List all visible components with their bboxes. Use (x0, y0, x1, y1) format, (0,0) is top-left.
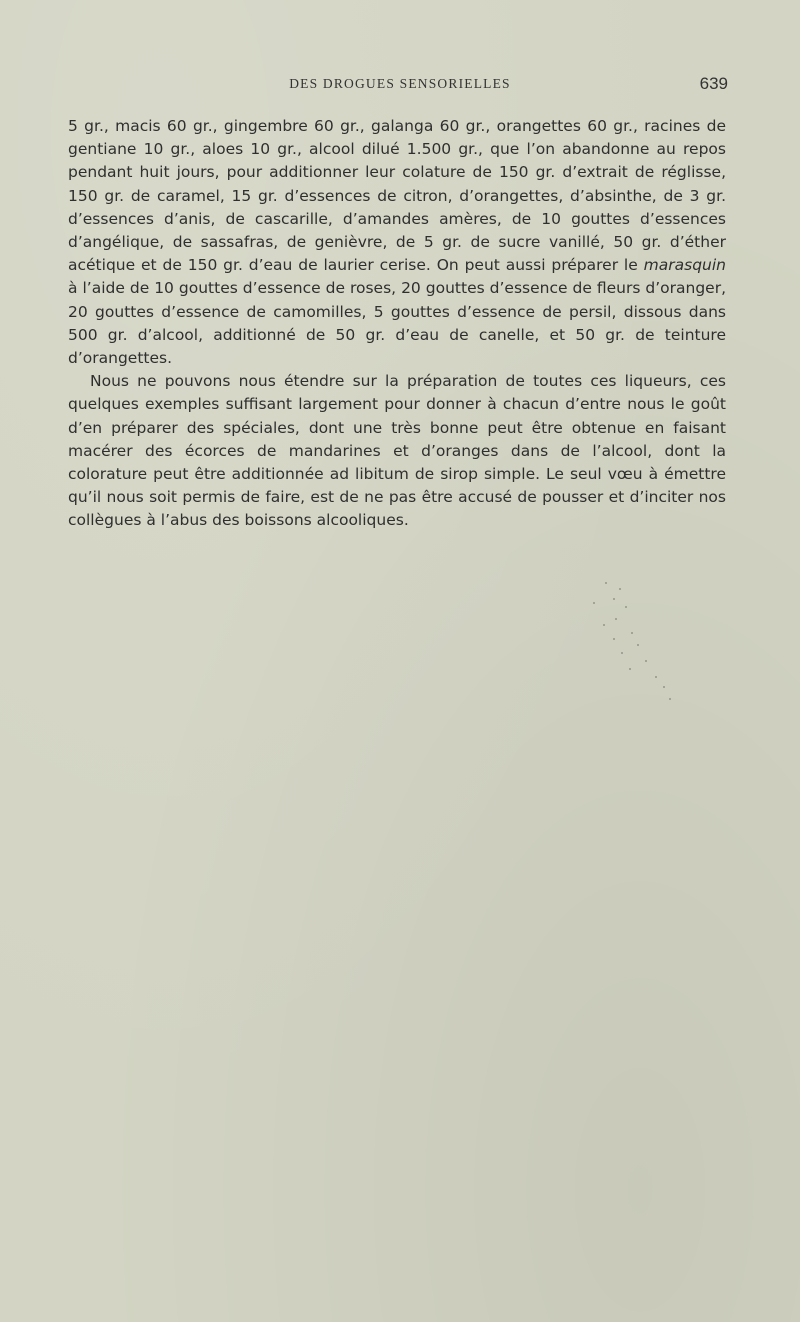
running-header (70, 76, 730, 96)
ink-specks (585, 580, 715, 710)
paragraph-2: Nous ne pouvons nous étendre sur la préparation de toutes ces liqueurs, ces quelques exemples suffisant largement pour donner à chacun d’entre nous le goût d’en préparer des spéciales, dont une très bonne peut être obtenue en faisant macérer des écorces de mandarines et d’oranges dans de l’alcool, dont la colorature peut être additionnée ad libitum de sirop simple. Le seul vœu à émettre qu’il nous soit permis de faire, est de ne pas être accusé de pousser et d’inciter nos collègues à l’abus des boissons alcooliques. (68, 372, 726, 530)
page-number: 639 (699, 74, 728, 93)
body-text (68, 115, 726, 533)
paragraph-1 (68, 115, 726, 370)
running-title: DES DROGUES SENSORIELLES (289, 76, 511, 91)
italic-term-marasquin: marasquin (643, 256, 726, 275)
paragraph-1-text: 5 gr., macis 60 gr., gingembre 60 gr., galanga 60 gr., orangettes 60 gr., racines de gentiane 10 gr., aloes 10 gr., alcool dilué 1.500 gr., que l’on abandonne au repos pendant huit jours, pour additionner leur colature de 150 gr. d’extrait de réglisse, 150 gr. de caramel, 15 gr. d’essences de citron, d’orangettes, d’absinthe, de 3 gr. d’essences d’anis, de cascarille, d’amandes amères, de 10 gouttes d’essences d’angélique, de sassafras, de genièvre, de 5 gr. de sucre vanillé, 50 gr. d’éther acétique et de 150 gr. d’eau de laurier cerise. On peut aussi préparer le (68, 117, 726, 275)
paragraph-1-text-continued: à l’aide de 10 gouttes d’essence de roses, 20 gouttes d’essence de fleurs d’oranger, 20 gouttes d’essence de camomilles, 5 gouttes d’essence de persil, dissous dans 500 gr. d’alcool, additionné de 50 gr. d’eau de canelle, et 50 gr. de teinture d’orangettes. (68, 279, 726, 368)
